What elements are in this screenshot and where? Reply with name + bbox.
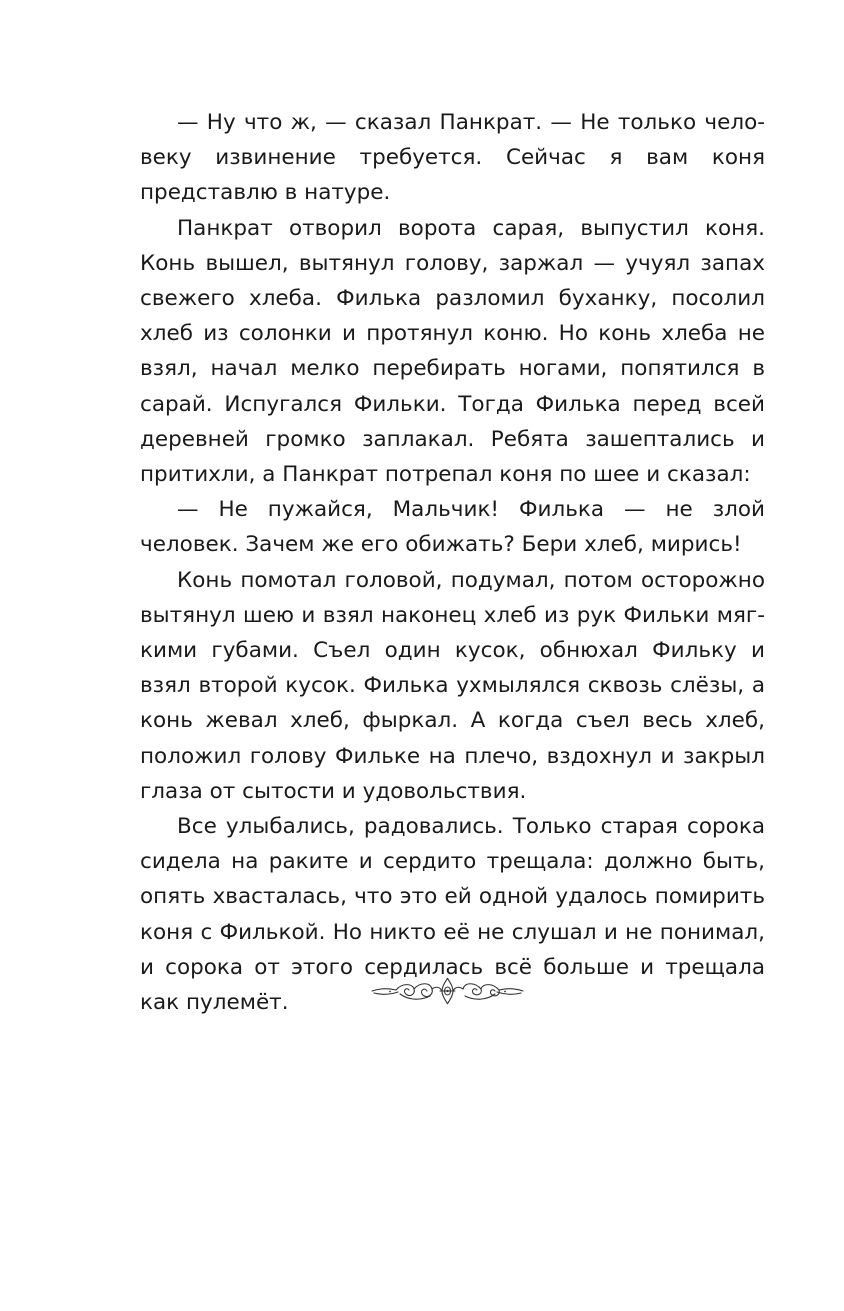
body-text <box>140 105 765 1020</box>
paragraph-3: — Не пужайся, Мальчик! Филька — не злой человек. Зачем же его обижать? Бери хлеб, мирись! <box>140 497 765 558</box>
paragraph-2: Панкрат отворил ворота сарая, выпустил коня. Конь вышел, вытянул голову, заржал — учуял запах свежего хлеба. Филька разломил буханку, посолил хлеб из солонки и протянул коню. Но конь хлеба не взял, начал мелко перебирать ногами, попятился в сарай. Испугался Фильки. Тогда Филька перед всей деревней громко заплакал. Ребята зашептались и притихли, а Панкрат потрепал коня по шее и сказал: <box>140 215 765 488</box>
paragraph-5: Все улыбались, радовались. Только старая сорока сидела на раките и сердито трещала: должно быть, опять хвасталась, что это ей одной удалось помирить коня с Филькой. Но никто её не слушал и не понимал, и сорока от этого сердилась всё больше и трещала как пулемёт. <box>140 814 765 1016</box>
paragraph-4: Конь помотал головой, подумал, потом осторожно вытянул шею и взял наконец хлеб из рук Фильки мягкими губами. Съел один кусок, обнюхал Фильку и взял второй кусок. Филька ухмылялся сквозь слёзы, а конь жевал хлеб, фыркал. А когда съел весь хлеб, положил голову Фильке на плечо, вздохнул и закрыл глаза от сытости и удовольствия. <box>140 567 765 804</box>
paragraph-1: — Ну что ж, — сказал Панкрат. — Не только человеку извинение требуется. Сейчас я вам коня представлю в натуре. <box>140 110 765 206</box>
scroll-flourish-icon <box>370 974 525 1008</box>
